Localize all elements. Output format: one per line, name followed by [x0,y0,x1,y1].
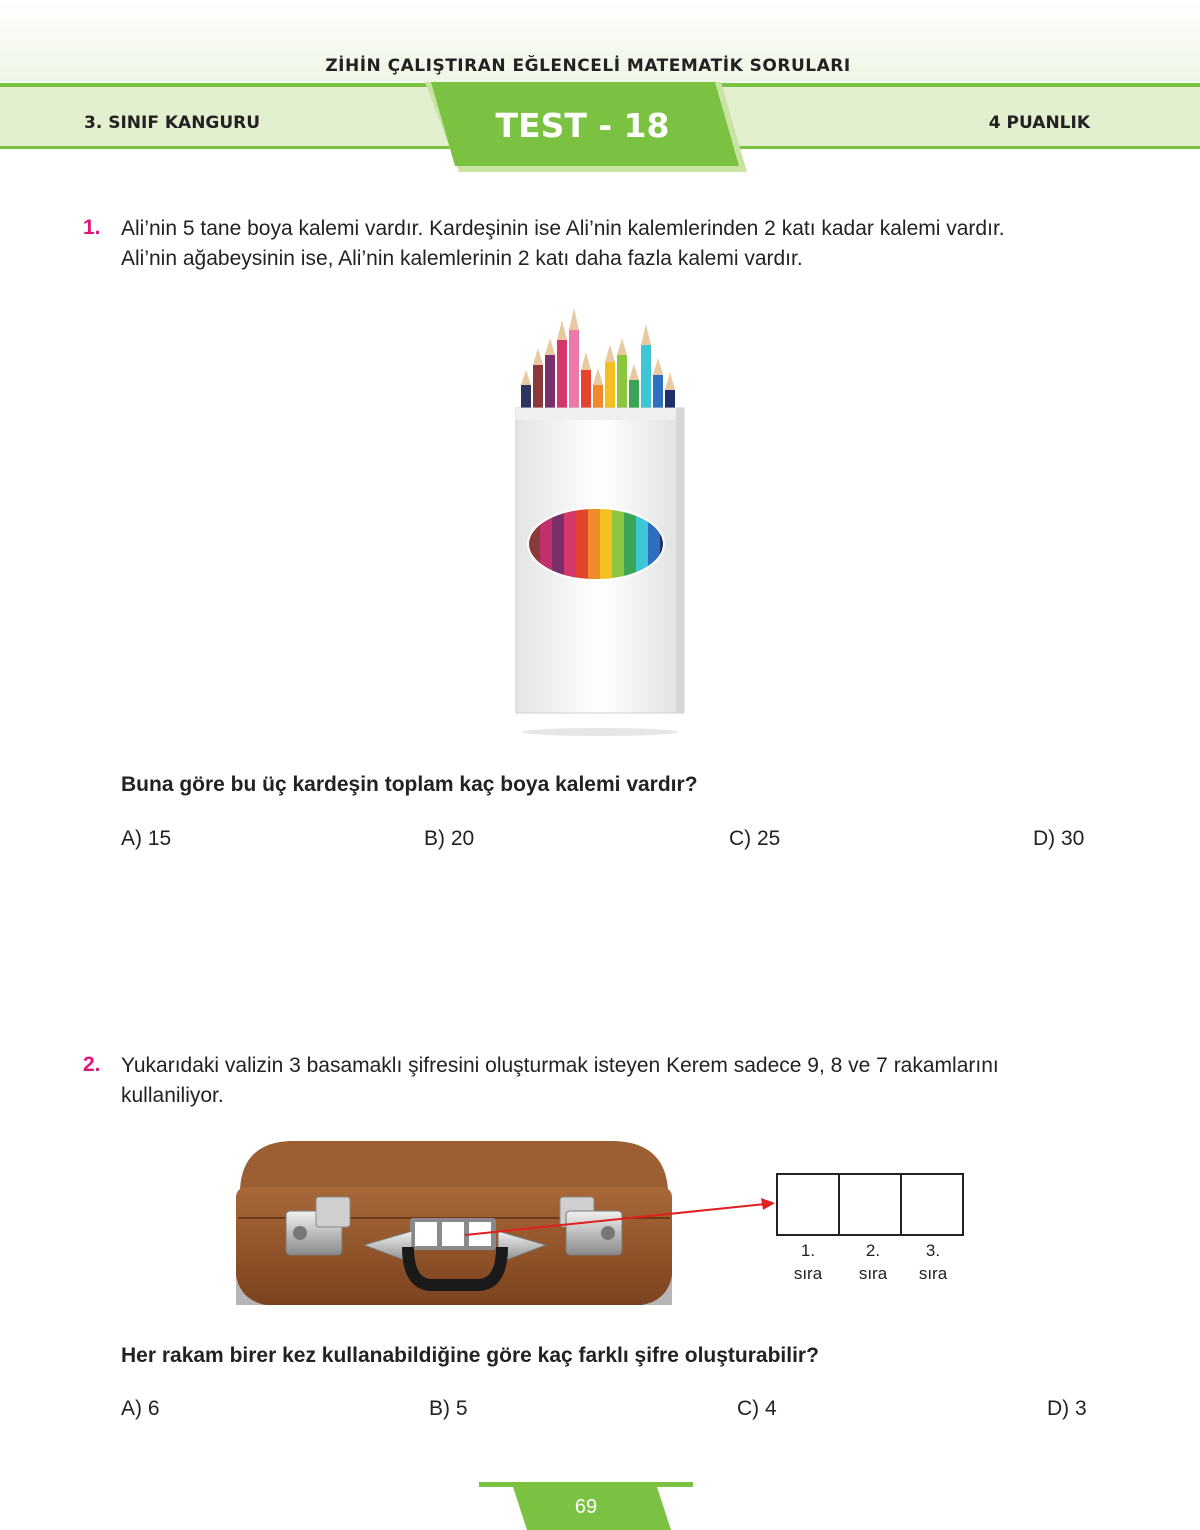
test-title: TEST - 18 [495,106,670,145]
question-1-text-line-1: Ali’nin 5 tane boya kalemi vardır. Kardeşinin ise Ali’nin kalemlerinden 2 katı kadar kalemi vardır. [121,217,1005,240]
slot-label-1 [778,1239,838,1285]
question-2-option-d[interactable]: D) 3 [1047,1397,1087,1420]
question-2-number: 2. [83,1053,101,1076]
question-1-option-c[interactable]: C) 25 [729,827,781,850]
slot-label-2-num: 2. [865,1241,881,1260]
page-number: 69 [574,1496,598,1518]
question-1-number: 1. [83,216,101,239]
question-2-option-b[interactable]: B) 5 [429,1397,468,1420]
slot-label-2 [843,1239,903,1285]
question-2-text [121,1051,1096,1111]
question-2-text-line-1: Yukarıdaki valizin 3 basamaklı şifresini oluşturmak isteyen Kerem sadece 9, 8 ve 7 rakamlarını [121,1054,999,1077]
question-2-ask: Her rakam birer kez kullanabildiğine göre kaç farklı şifre oluşturabilir? [121,1344,819,1367]
series-title: ZİHİN ÇALIŞTIRAN EĞLENCELİ MATEMATİK SORULARI [325,56,851,76]
question-1-text [121,214,1096,274]
code-slot-boxes [700,1165,980,1245]
question-1-option-a[interactable]: A) 15 [121,827,172,850]
points-label: 4 PUANLIK [988,113,1090,133]
slot-label-1-num: 1. [800,1241,816,1260]
slot-label-2-word: sıra [858,1264,888,1283]
slot-label-3-num: 3. [925,1241,941,1260]
question-1-ask: Buna göre bu üç kardeşin toplam kaç boya kalemi vardır? [121,773,698,796]
slot-label-3 [903,1239,963,1285]
question-2-option-c[interactable]: C) 4 [737,1397,777,1420]
question-1-text-line-2: Ali’nin ağabeysinin ise, Ali’nin kalemlerinin 2 katı daha fazla kalemi vardır. [121,247,803,270]
question-1-option-d[interactable]: D) 30 [1033,827,1085,850]
grade-label: 3. SINIF KANGURU [84,113,261,133]
question-2-text-line-2: kullaniliyor. [121,1084,224,1107]
question-1-option-b[interactable]: B) 20 [424,827,475,850]
question-2-option-a[interactable]: A) 6 [121,1397,160,1420]
code-slot-diagram [700,1165,980,1250]
colored-pencil-box-image [500,300,700,740]
slot-label-3-word: sıra [918,1264,948,1283]
slot-label-1-word: sıra [793,1264,823,1283]
